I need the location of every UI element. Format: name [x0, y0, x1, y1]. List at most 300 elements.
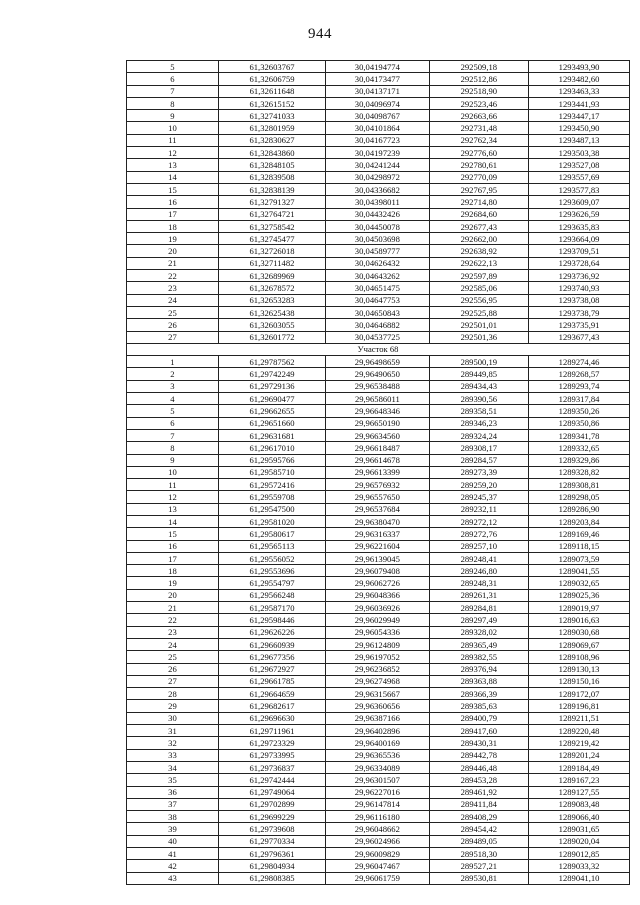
- point-number-cell: 12: [127, 147, 219, 159]
- y-coordinate-cell: 1289032,65: [529, 577, 630, 589]
- latitude-cell: 61,32603767: [218, 61, 325, 73]
- longitude-cell: 30,04096974: [326, 97, 429, 109]
- table-row: [127, 565, 630, 577]
- latitude-cell: 61,29736837: [218, 761, 325, 773]
- x-coordinate-cell: 292663,66: [429, 110, 529, 122]
- y-coordinate-cell: 1289073,59: [529, 552, 630, 564]
- longitude-cell: 29,96048366: [326, 589, 429, 601]
- y-coordinate-cell: 1293577,83: [529, 183, 630, 195]
- y-coordinate-cell: 1289350,86: [529, 417, 630, 429]
- table-row: [127, 761, 630, 773]
- y-coordinate-cell: 1289169,46: [529, 528, 630, 540]
- longitude-cell: 29,96538488: [326, 380, 429, 392]
- latitude-cell: 61,29739608: [218, 823, 325, 835]
- point-number-cell: 22: [127, 270, 219, 282]
- x-coordinate-cell: 289376,94: [429, 663, 529, 675]
- point-number-cell: 7: [127, 429, 219, 441]
- point-number-cell: 14: [127, 515, 219, 527]
- x-coordinate-cell: 289346,23: [429, 417, 529, 429]
- point-number-cell: 7: [127, 85, 219, 97]
- latitude-cell: 61,29585710: [218, 466, 325, 478]
- longitude-cell: 29,96380470: [326, 515, 429, 527]
- x-coordinate-cell: 292762,34: [429, 134, 529, 146]
- point-number-cell: 10: [127, 122, 219, 134]
- y-coordinate-cell: 1289083,48: [529, 798, 630, 810]
- y-coordinate-cell: 1293463,33: [529, 85, 630, 97]
- latitude-cell: 61,29682617: [218, 700, 325, 712]
- y-coordinate-cell: 1293441,93: [529, 97, 630, 109]
- longitude-cell: 29,96537684: [326, 503, 429, 515]
- latitude-cell: 61,29796361: [218, 848, 325, 860]
- longitude-cell: 30,04503698: [326, 233, 429, 245]
- table-row: [127, 270, 630, 282]
- point-number-cell: 5: [127, 61, 219, 73]
- y-coordinate-cell: 1293664,09: [529, 233, 630, 245]
- x-coordinate-cell: 292518,90: [429, 85, 529, 97]
- x-coordinate-cell: 289324,24: [429, 429, 529, 441]
- point-number-cell: 10: [127, 466, 219, 478]
- latitude-cell: 61,29733995: [218, 749, 325, 761]
- y-coordinate-cell: 1289268,57: [529, 368, 630, 380]
- latitude-cell: 61,29661785: [218, 675, 325, 687]
- longitude-cell: 29,96400169: [326, 737, 429, 749]
- longitude-cell: 29,96334089: [326, 761, 429, 773]
- latitude-cell: 61,32830627: [218, 134, 325, 146]
- point-number-cell: 20: [127, 589, 219, 601]
- table-row: [127, 712, 630, 724]
- table-row: [127, 368, 630, 380]
- y-coordinate-cell: 1289298,05: [529, 491, 630, 503]
- longitude-cell: 30,04589777: [326, 245, 429, 257]
- table-body-plot-68: [127, 356, 630, 885]
- x-coordinate-cell: 289261,31: [429, 589, 529, 601]
- y-coordinate-cell: 1289211,51: [529, 712, 630, 724]
- y-coordinate-cell: 1289069,67: [529, 638, 630, 650]
- longitude-cell: 29,96316337: [326, 528, 429, 540]
- point-number-cell: 8: [127, 442, 219, 454]
- x-coordinate-cell: 289385,63: [429, 700, 529, 712]
- point-number-cell: 1: [127, 356, 219, 368]
- x-coordinate-cell: 289417,60: [429, 725, 529, 737]
- point-number-cell: 21: [127, 602, 219, 614]
- longitude-cell: 29,96062726: [326, 577, 429, 589]
- y-coordinate-cell: 1289118,15: [529, 540, 630, 552]
- y-coordinate-cell: 1289341,78: [529, 429, 630, 441]
- x-coordinate-cell: 292501,01: [429, 319, 529, 331]
- latitude-cell: 61,29787562: [218, 356, 325, 368]
- x-coordinate-cell: 289366,39: [429, 688, 529, 700]
- latitude-cell: 61,29559708: [218, 491, 325, 503]
- point-number-cell: 16: [127, 196, 219, 208]
- table-row: [127, 700, 630, 712]
- x-coordinate-cell: 292585,06: [429, 282, 529, 294]
- point-number-cell: 23: [127, 626, 219, 638]
- x-coordinate-cell: 292525,88: [429, 306, 529, 318]
- longitude-cell: 29,96618487: [326, 442, 429, 454]
- table-row: [127, 319, 630, 331]
- table-row: [127, 811, 630, 823]
- latitude-cell: 61,29742249: [218, 368, 325, 380]
- x-coordinate-cell: 289453,28: [429, 774, 529, 786]
- table-row: [127, 282, 630, 294]
- x-coordinate-cell: 289454,42: [429, 823, 529, 835]
- y-coordinate-cell: 1293738,79: [529, 306, 630, 318]
- latitude-cell: 61,29742444: [218, 774, 325, 786]
- table-row: [127, 602, 630, 614]
- point-number-cell: 9: [127, 110, 219, 122]
- latitude-cell: 61,29677356: [218, 651, 325, 663]
- x-coordinate-cell: 289518,30: [429, 848, 529, 860]
- longitude-cell: 29,96387166: [326, 712, 429, 724]
- point-number-cell: 3: [127, 380, 219, 392]
- point-number-cell: 24: [127, 638, 219, 650]
- table-row: [127, 638, 630, 650]
- table-row: [127, 233, 630, 245]
- latitude-cell: 61,29749064: [218, 786, 325, 798]
- latitude-cell: 61,29711961: [218, 725, 325, 737]
- x-coordinate-cell: 289530,81: [429, 872, 529, 884]
- table-row: [127, 147, 630, 159]
- point-number-cell: 40: [127, 835, 219, 847]
- longitude-cell: 30,04450078: [326, 220, 429, 232]
- longitude-cell: 30,04101864: [326, 122, 429, 134]
- longitude-cell: 29,96634560: [326, 429, 429, 441]
- longitude-cell: 30,04137171: [326, 85, 429, 97]
- table-row: [127, 61, 630, 73]
- x-coordinate-cell: 289308,17: [429, 442, 529, 454]
- point-number-cell: 5: [127, 405, 219, 417]
- x-coordinate-cell: 289430,31: [429, 737, 529, 749]
- latitude-cell: 61,29808385: [218, 872, 325, 884]
- table-body-first-plot: [127, 61, 630, 344]
- point-number-cell: 14: [127, 171, 219, 183]
- latitude-cell: 61,29598446: [218, 614, 325, 626]
- latitude-cell: 61,29662655: [218, 405, 325, 417]
- y-coordinate-cell: 1293503,38: [529, 147, 630, 159]
- latitude-cell: 61,32601772: [218, 331, 325, 343]
- y-coordinate-cell: 1289293,74: [529, 380, 630, 392]
- y-coordinate-cell: 1293728,64: [529, 257, 630, 269]
- table-row: [127, 540, 630, 552]
- x-coordinate-cell: 289284,57: [429, 454, 529, 466]
- table-row: [127, 356, 630, 368]
- table-row: [127, 97, 630, 109]
- latitude-cell: 61,29729136: [218, 380, 325, 392]
- x-coordinate-cell: 289365,49: [429, 638, 529, 650]
- longitude-cell: 29,96498659: [326, 356, 429, 368]
- section-header-row: [127, 343, 630, 355]
- longitude-cell: 29,96315667: [326, 688, 429, 700]
- y-coordinate-cell: 1289308,81: [529, 479, 630, 491]
- x-coordinate-cell: 289411,84: [429, 798, 529, 810]
- latitude-cell: 61,32615152: [218, 97, 325, 109]
- coordinates-table: [126, 60, 630, 885]
- x-coordinate-cell: 289284,81: [429, 602, 529, 614]
- latitude-cell: 61,29553696: [218, 565, 325, 577]
- table-row: [127, 331, 630, 343]
- point-number-cell: 36: [127, 786, 219, 798]
- latitude-cell: 61,29556052: [218, 552, 325, 564]
- table-row: [127, 614, 630, 626]
- x-coordinate-cell: 292780,61: [429, 159, 529, 171]
- longitude-cell: 29,96614678: [326, 454, 429, 466]
- point-number-cell: 29: [127, 700, 219, 712]
- point-number-cell: 27: [127, 331, 219, 343]
- table-row: [127, 848, 630, 860]
- x-coordinate-cell: 289363,88: [429, 675, 529, 687]
- point-number-cell: 11: [127, 479, 219, 491]
- longitude-cell: 29,96586011: [326, 393, 429, 405]
- table-row: [127, 454, 630, 466]
- y-coordinate-cell: 1289033,32: [529, 860, 630, 872]
- table-row: [127, 479, 630, 491]
- x-coordinate-cell: 292770,09: [429, 171, 529, 183]
- longitude-cell: 30,04643262: [326, 270, 429, 282]
- point-number-cell: 25: [127, 306, 219, 318]
- x-coordinate-cell: 292509,18: [429, 61, 529, 73]
- section-title: Участок 68: [127, 343, 630, 355]
- latitude-cell: 61,32611648: [218, 85, 325, 97]
- latitude-cell: 61,29631681: [218, 429, 325, 441]
- longitude-cell: 30,04651475: [326, 282, 429, 294]
- x-coordinate-cell: 289489,05: [429, 835, 529, 847]
- point-number-cell: 19: [127, 233, 219, 245]
- y-coordinate-cell: 1289031,65: [529, 823, 630, 835]
- longitude-cell: 29,96557650: [326, 491, 429, 503]
- latitude-cell: 61,29804934: [218, 860, 325, 872]
- point-number-cell: 18: [127, 565, 219, 577]
- table-row: [127, 442, 630, 454]
- point-number-cell: 28: [127, 688, 219, 700]
- x-coordinate-cell: 289246,80: [429, 565, 529, 577]
- longitude-cell: 29,96227016: [326, 786, 429, 798]
- latitude-cell: 61,32839508: [218, 171, 325, 183]
- x-coordinate-cell: 289248,41: [429, 552, 529, 564]
- y-coordinate-cell: 1293609,07: [529, 196, 630, 208]
- longitude-cell: 29,96365536: [326, 749, 429, 761]
- table-row: [127, 872, 630, 884]
- latitude-cell: 61,32764721: [218, 208, 325, 220]
- longitude-cell: 29,96079408: [326, 565, 429, 577]
- longitude-cell: 30,04537725: [326, 331, 429, 343]
- table-row: [127, 159, 630, 171]
- y-coordinate-cell: 1293738,08: [529, 294, 630, 306]
- table-row: [127, 171, 630, 183]
- point-number-cell: 16: [127, 540, 219, 552]
- point-number-cell: 4: [127, 393, 219, 405]
- point-number-cell: 43: [127, 872, 219, 884]
- latitude-cell: 61,29572416: [218, 479, 325, 491]
- x-coordinate-cell: 292622,13: [429, 257, 529, 269]
- longitude-cell: 29,96613399: [326, 466, 429, 478]
- longitude-cell: 29,96036926: [326, 602, 429, 614]
- point-number-cell: 17: [127, 208, 219, 220]
- longitude-cell: 30,04432426: [326, 208, 429, 220]
- section-header-group: [127, 343, 630, 355]
- longitude-cell: 29,96048662: [326, 823, 429, 835]
- longitude-cell: 29,96116180: [326, 811, 429, 823]
- latitude-cell: 61,32843860: [218, 147, 325, 159]
- y-coordinate-cell: 1293677,43: [529, 331, 630, 343]
- point-number-cell: 31: [127, 725, 219, 737]
- latitude-cell: 61,29770334: [218, 835, 325, 847]
- table-row: [127, 134, 630, 146]
- longitude-cell: 29,96236852: [326, 663, 429, 675]
- table-row: [127, 725, 630, 737]
- latitude-cell: 61,29702899: [218, 798, 325, 810]
- longitude-cell: 30,04650843: [326, 306, 429, 318]
- latitude-cell: 61,29664659: [218, 688, 325, 700]
- y-coordinate-cell: 1289219,42: [529, 737, 630, 749]
- longitude-cell: 29,96009829: [326, 848, 429, 860]
- latitude-cell: 61,32606759: [218, 73, 325, 85]
- y-coordinate-cell: 1289220,48: [529, 725, 630, 737]
- table-row: [127, 122, 630, 134]
- longitude-cell: 29,96650190: [326, 417, 429, 429]
- longitude-cell: 30,04647753: [326, 294, 429, 306]
- longitude-cell: 29,96147814: [326, 798, 429, 810]
- x-coordinate-cell: 289272,12: [429, 515, 529, 527]
- y-coordinate-cell: 1289108,96: [529, 651, 630, 663]
- y-coordinate-cell: 1289066,40: [529, 811, 630, 823]
- table-row: [127, 294, 630, 306]
- longitude-cell: 30,04626432: [326, 257, 429, 269]
- latitude-cell: 61,29617010: [218, 442, 325, 454]
- y-coordinate-cell: 1289012,85: [529, 848, 630, 860]
- point-number-cell: 2: [127, 368, 219, 380]
- y-coordinate-cell: 1289317,84: [529, 393, 630, 405]
- table-row: [127, 823, 630, 835]
- latitude-cell: 61,29587170: [218, 602, 325, 614]
- y-coordinate-cell: 1289167,23: [529, 774, 630, 786]
- longitude-cell: 29,96402896: [326, 725, 429, 737]
- point-number-cell: 20: [127, 245, 219, 257]
- table-row: [127, 257, 630, 269]
- table-row: [127, 466, 630, 478]
- table-row: [127, 798, 630, 810]
- longitude-cell: 30,04336682: [326, 183, 429, 195]
- y-coordinate-cell: 1289019,97: [529, 602, 630, 614]
- table-row: [127, 835, 630, 847]
- table-row: [127, 306, 630, 318]
- point-number-cell: 27: [127, 675, 219, 687]
- table-row: [127, 491, 630, 503]
- x-coordinate-cell: 292767,95: [429, 183, 529, 195]
- x-coordinate-cell: 292677,43: [429, 220, 529, 232]
- point-number-cell: 34: [127, 761, 219, 773]
- longitude-cell: 29,96054336: [326, 626, 429, 638]
- x-coordinate-cell: 292714,80: [429, 196, 529, 208]
- x-coordinate-cell: 289257,10: [429, 540, 529, 552]
- point-number-cell: 39: [127, 823, 219, 835]
- table-row: [127, 589, 630, 601]
- latitude-cell: 61,29547500: [218, 503, 325, 515]
- point-number-cell: 11: [127, 134, 219, 146]
- x-coordinate-cell: 289408,29: [429, 811, 529, 823]
- latitude-cell: 61,29660939: [218, 638, 325, 650]
- y-coordinate-cell: 1293487,13: [529, 134, 630, 146]
- longitude-cell: 29,96221604: [326, 540, 429, 552]
- longitude-cell: 29,96061759: [326, 872, 429, 884]
- table-row: [127, 183, 630, 195]
- latitude-cell: 61,29699229: [218, 811, 325, 823]
- table-row: [127, 220, 630, 232]
- latitude-cell: 61,32726018: [218, 245, 325, 257]
- x-coordinate-cell: 289245,37: [429, 491, 529, 503]
- point-number-cell: 6: [127, 73, 219, 85]
- longitude-cell: 29,96139045: [326, 552, 429, 564]
- point-number-cell: 13: [127, 159, 219, 171]
- point-number-cell: 38: [127, 811, 219, 823]
- table-row: [127, 552, 630, 564]
- point-number-cell: 42: [127, 860, 219, 872]
- y-coordinate-cell: 1289016,63: [529, 614, 630, 626]
- y-coordinate-cell: 1289350,26: [529, 405, 630, 417]
- table-row: [127, 651, 630, 663]
- latitude-cell: 61,32653283: [218, 294, 325, 306]
- latitude-cell: 61,29580617: [218, 528, 325, 540]
- y-coordinate-cell: 1293740,93: [529, 282, 630, 294]
- table-row: [127, 393, 630, 405]
- y-coordinate-cell: 1289329,86: [529, 454, 630, 466]
- table-row: [127, 528, 630, 540]
- longitude-cell: 30,04173477: [326, 73, 429, 85]
- y-coordinate-cell: 1289196,81: [529, 700, 630, 712]
- point-number-cell: 13: [127, 503, 219, 515]
- y-coordinate-cell: 1293450,90: [529, 122, 630, 134]
- table-row: [127, 675, 630, 687]
- longitude-cell: 29,96047467: [326, 860, 429, 872]
- latitude-cell: 61,32848105: [218, 159, 325, 171]
- x-coordinate-cell: 289434,43: [429, 380, 529, 392]
- longitude-cell: 30,04241244: [326, 159, 429, 171]
- table-row: [127, 749, 630, 761]
- table-row: [127, 73, 630, 85]
- x-coordinate-cell: 289272,76: [429, 528, 529, 540]
- latitude-cell: 61,32678572: [218, 282, 325, 294]
- latitude-cell: 61,29595766: [218, 454, 325, 466]
- latitude-cell: 61,29690477: [218, 393, 325, 405]
- x-coordinate-cell: 289400,79: [429, 712, 529, 724]
- point-number-cell: 35: [127, 774, 219, 786]
- longitude-cell: 29,96490650: [326, 368, 429, 380]
- y-coordinate-cell: 1293527,08: [529, 159, 630, 171]
- x-coordinate-cell: 289232,11: [429, 503, 529, 515]
- table-row: [127, 663, 630, 675]
- longitude-cell: 30,04194774: [326, 61, 429, 73]
- point-number-cell: 26: [127, 663, 219, 675]
- table-row: [127, 110, 630, 122]
- latitude-cell: 61,32711482: [218, 257, 325, 269]
- longitude-cell: 29,96197052: [326, 651, 429, 663]
- x-coordinate-cell: 289500,19: [429, 356, 529, 368]
- y-coordinate-cell: 1289127,55: [529, 786, 630, 798]
- x-coordinate-cell: 289446,48: [429, 761, 529, 773]
- x-coordinate-cell: 289297,49: [429, 614, 529, 626]
- point-number-cell: 9: [127, 454, 219, 466]
- point-number-cell: 19: [127, 577, 219, 589]
- x-coordinate-cell: 292662,00: [429, 233, 529, 245]
- latitude-cell: 61,29554797: [218, 577, 325, 589]
- y-coordinate-cell: 1289150,16: [529, 675, 630, 687]
- y-coordinate-cell: 1289203,84: [529, 515, 630, 527]
- x-coordinate-cell: 292556,95: [429, 294, 529, 306]
- table-row: [127, 786, 630, 798]
- table-row: [127, 737, 630, 749]
- point-number-cell: 12: [127, 491, 219, 503]
- y-coordinate-cell: 1293735,91: [529, 319, 630, 331]
- longitude-cell: 30,04167723: [326, 134, 429, 146]
